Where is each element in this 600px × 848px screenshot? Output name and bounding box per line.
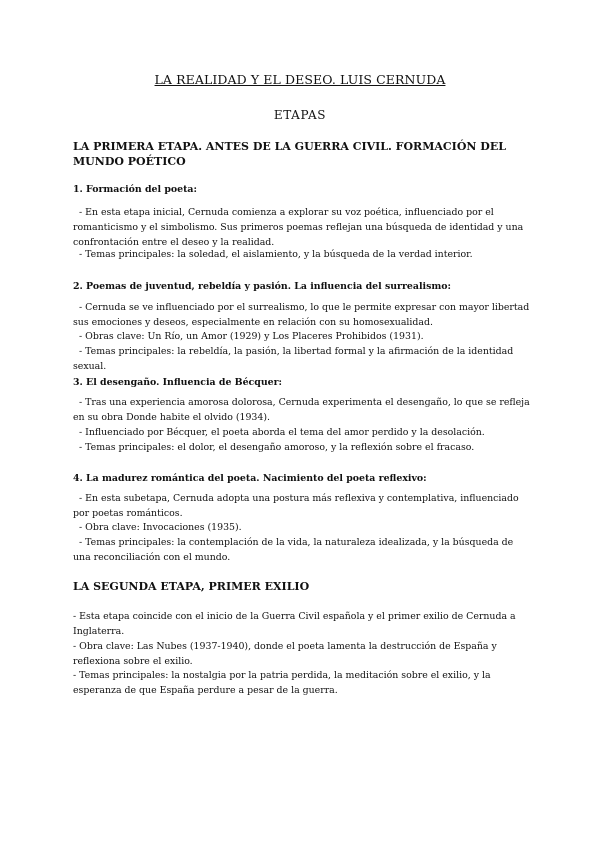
subsection-heading-1: 1. Formación del poeta: [73,184,197,195]
section-2-item-3: - Temas principales: la nostalgia por la patria perdida, la meditación sobre el exilio, y la esperanza de que España perdure a pesar de la guerra. [73,670,491,696]
section-heading-first-stage: LA PRIMERA ETAPA. ANTES DE LA GUERRA CIVIL. FORMACIÓN DEL MUNDO POÉTICO [73,140,506,168]
section-2-item-2: - Obra clave: Las Nubes (1937-1940), donde el poeta lamenta la destrucción de España y reflexiona sobre el exilio. [73,641,497,667]
subsection-4-item-2: - Obra clave: Invocaciones (1935). [79,522,242,533]
document-subtitle: ETAPAS [273,108,327,122]
subsection-4-item-1: - En esta subetapa, Cernuda adopta una postura más reflexiva y contemplativa, influenciado por poetas románticos. [73,493,519,519]
subsection-3-item-2: - Influenciado por Bécquer, el poeta aborda el tema del amor perdido y la desolación. [79,427,485,438]
subsection-3-item-3: - Temas principales: el dolor, el desengaño amoroso, y la reflexión sobre el fracaso. [79,442,475,453]
subsection-heading-2: 2. Poemas de juventud, rebeldía y pasión. La influencia del surrealismo: [73,281,451,292]
subsection-2-item-2: - Obras clave: Un Río, un Amor (1929) y Los Placeres Prohibidos (1931). [79,331,424,342]
subsection-heading-3: 3. El desengaño. Influencia de Bécquer: [73,377,283,388]
subsection-3-item-1: - Tras una experiencia amorosa dolorosa, Cernuda experimenta el desengaño, lo que se refleja en su obra Donde habite el olvido (1934). [73,397,530,423]
section-2-item-1: - Esta etapa coincide con el inicio de la Guerra Civil española y el primer exilio de Cernuda a Inglaterra. [73,611,516,637]
section-heading-second-stage: LA SEGUNDA ETAPA, PRIMER EXILIO [73,580,310,593]
subsection-2-item-1: - Cernuda se ve influenciado por el surrealismo, lo que le permite expresar con mayor libertad sus emociones y deseos, especialmente en relación con su homosexualidad. [73,302,530,328]
document-title: LA REALIDAD Y EL DESEO. LUIS CERNUDA [154,72,446,87]
subsection-1-item-2: - Temas principales: la soledad, el aislamiento, y la búsqueda de la verdad interior. [79,249,473,260]
subsection-4-item-3: - Temas principales: la contemplación de la vida, la naturaleza idealizada, y la búsqueda de una reconciliación con el mundo. [73,537,514,563]
subsection-1-item-1: - En esta etapa inicial, Cernuda comienza a explorar su voz poética, influenciado por el romanticismo y el simbolismo. Sus primeros poemas reflejan una búsqueda de identidad y una confrontación entre el deseo y la realidad. [73,207,524,248]
subsection-2-item-3: - Temas principales: la rebeldía, la pasión, la libertad formal y la afirmación de la identidad sexual. [73,346,514,372]
subsection-heading-4: 4. La madurez romántica del poeta. Nacimiento del poeta reflexivo: [73,473,427,484]
